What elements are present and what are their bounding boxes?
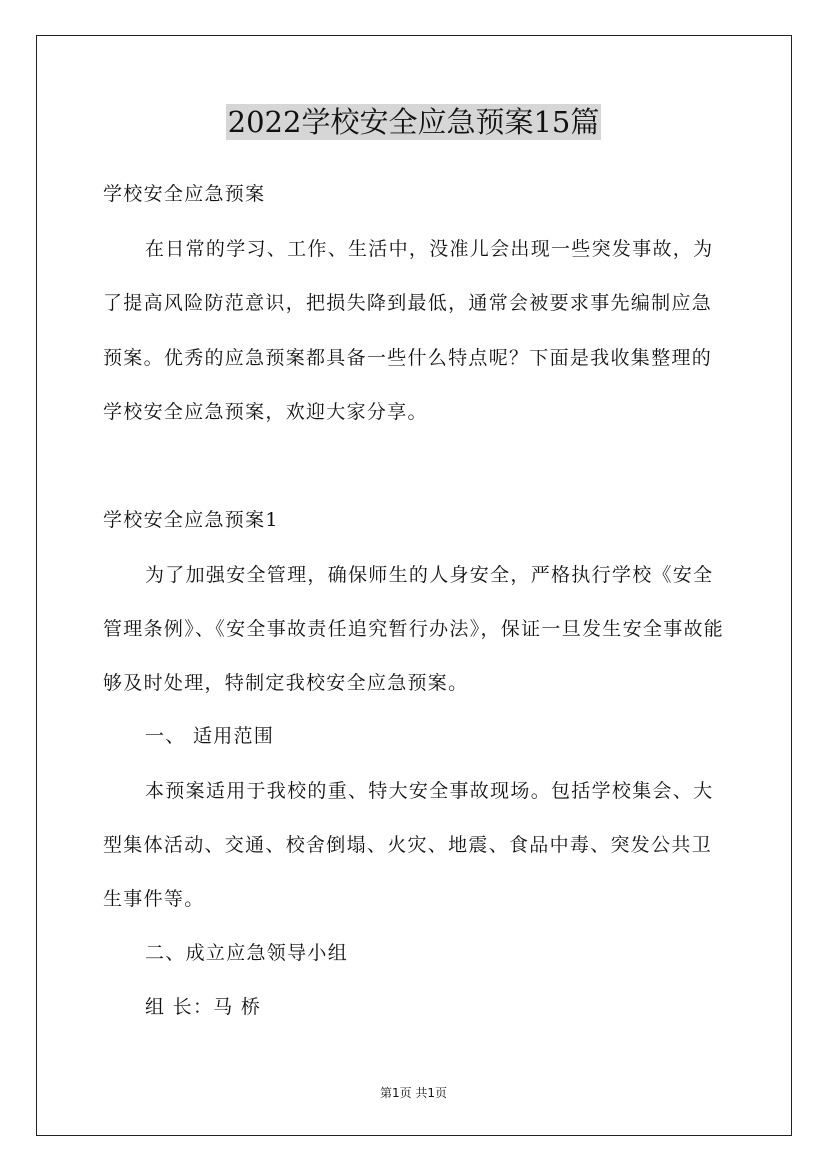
subsection-heading-scope: 一、 适用范围 bbox=[145, 725, 275, 747]
paragraph-line: 管理条例》、《安全事故责任追究暂行办法》，保证一旦发生安全事故能 bbox=[103, 618, 725, 640]
page-footer: 第1页 共1页 bbox=[379, 1086, 448, 1100]
paragraph-line: 生事件等。 bbox=[103, 888, 205, 910]
paragraph-line: 本预案适用于我校的重、特大安全事故现场。包括学校集会、大 bbox=[145, 780, 714, 802]
paragraph-line: 为了加强安全管理，确保师生的人身安全，严格执行学校《安全 bbox=[145, 564, 714, 586]
paragraph-line: 预案。优秀的应急预案都具备一些什么特点呢？下面是我收集整理的 bbox=[103, 347, 713, 369]
section-heading-intro: 学校安全应急预案 bbox=[103, 183, 266, 205]
leader-line: 组 长：马 桥 bbox=[145, 996, 262, 1018]
document-title: 2022学校安全应急预案15篇 bbox=[227, 105, 600, 139]
title-container bbox=[0, 104, 827, 140]
subsection-heading-leadership: 二、成立应急领导小组 bbox=[145, 942, 349, 964]
paragraph-line: 够及时处理，特制定我校安全应急预案。 bbox=[103, 672, 469, 694]
paragraph-line: 了提高风险防范意识，把损失降到最低，通常会被要求事先编制应急 bbox=[103, 292, 713, 314]
section-heading-1: 学校安全应急预案1 bbox=[103, 509, 279, 531]
paragraph-line: 型集体活动、交通、校舍倒塌、火灾、地震、食品中毒、突发公共卫 bbox=[103, 834, 713, 856]
paragraph-line: 在日常的学习、工作、生活中，没准儿会出现一些突发事故，为 bbox=[145, 238, 714, 260]
paragraph-line: 学校安全应急预案，欢迎大家分享。 bbox=[103, 401, 428, 423]
